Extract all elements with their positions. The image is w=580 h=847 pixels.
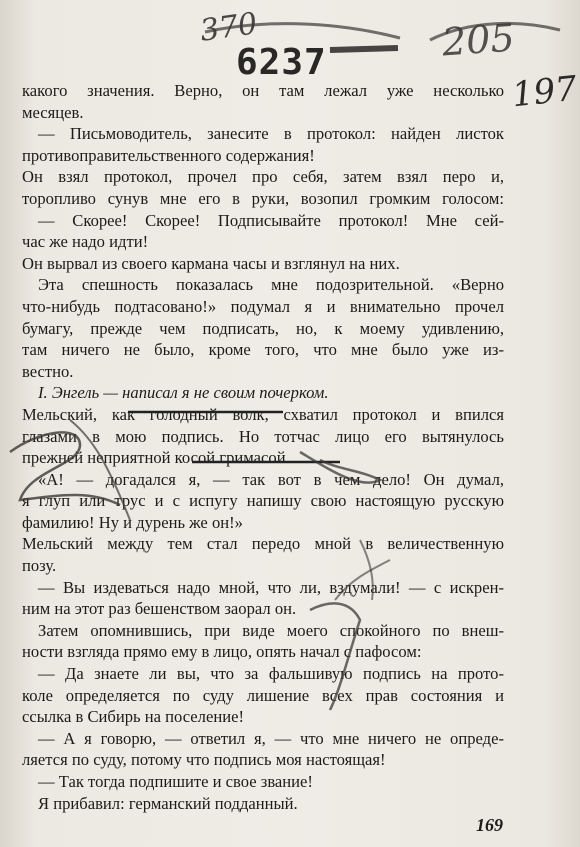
text-line: Затем опомнившись, при виде моего спокойного по внеш-	[38, 620, 504, 640]
text-line: позу.	[22, 556, 57, 576]
text-line: — Вы издеваться надо мной, что ли, вздумали! — с искрен-	[38, 577, 504, 597]
handwritten-page-number: 197	[510, 68, 579, 116]
text-line: вестно.	[22, 361, 74, 381]
text-line: Он вырвал из своего кармана часы и взглянул на них.	[22, 253, 400, 273]
text-line: Я прибавил: германский подданный.	[38, 793, 298, 813]
text-line: Эта спешность показалась мне подозрительной. «Верно	[38, 275, 504, 295]
text-line: ним на этот раз бешенством заорал он.	[22, 599, 297, 619]
text-line: ности взгляда прямо ему в лицо, опять начал с пафосом:	[22, 642, 422, 662]
pencil-stroke	[330, 48, 398, 50]
text-line: «А! — догадался я, — так вот в чем дело! Он думал,	[38, 469, 504, 489]
handwritten-number-top: 370	[197, 6, 260, 49]
text-line: торопливо сунув мне его в руки, возопил громким голосом:	[22, 188, 504, 208]
text-line: прежней неприятной косой гримасой.	[22, 448, 290, 468]
handwritten-number-right: 205	[440, 15, 516, 65]
text-line: фамилию! Ну и дурень же он!»	[22, 512, 243, 532]
text-line: — Письмоводитель, занесите в протокол: найден листок	[38, 124, 504, 144]
text-line: я глуп или трус и с испугу напишу свою настоящую русскую	[22, 491, 504, 511]
text-line: бумагу, прежде чем подписать, но, к моему удивлению,	[22, 318, 504, 338]
text-line: какого значения. Верно, он там лежал уже несколько	[22, 81, 504, 100]
text-line: там ничего не было, кроме того, что мне было уже из-	[22, 340, 504, 360]
text-line: Мельский между тем стал передо мной в величественную	[22, 534, 504, 554]
text-line: Он взял протокол, прочел про себя, затем взял перо и,	[22, 167, 504, 187]
text-line: ляется по суду, потому что подпись моя настоящая!	[22, 750, 386, 770]
text-line: месяцев.	[22, 102, 84, 122]
text-line: — Да знаете ли вы, что за фальшивую подпись на прото-	[38, 664, 504, 684]
body-text	[22, 80, 504, 814]
text-line: противоправительственного содержания!	[22, 145, 315, 165]
text-line: час же надо идти!	[22, 232, 149, 252]
inventory-stamp: 6237	[236, 42, 327, 83]
page-number: 169	[476, 815, 503, 835]
text-line: — Скорее! Скорее! Подписывайте протокол! Мне сей-	[38, 210, 504, 230]
text-line: — Так тогда подпишите и свое звание!	[38, 772, 313, 791]
text-line: глазами в мою подпись. Но тотчас лицо его вытянулось	[22, 426, 504, 446]
text-line: коле определяется по суду лишение всех прав состояния и	[22, 685, 504, 705]
text-line: — А я говорю, — ответил я, — что мне ничего не опреде-	[38, 728, 504, 748]
text-line: что-нибудь подтасовано!» подумал я и внимательно прочел	[22, 296, 504, 316]
text-line: Мельский, как голодный волк, схватил протокол и впился	[22, 404, 504, 424]
signature-line: I. Энгель — написал я не своим почерком.	[38, 383, 329, 403]
text-line: ссылка в Сибирь на поселение!	[22, 707, 244, 727]
